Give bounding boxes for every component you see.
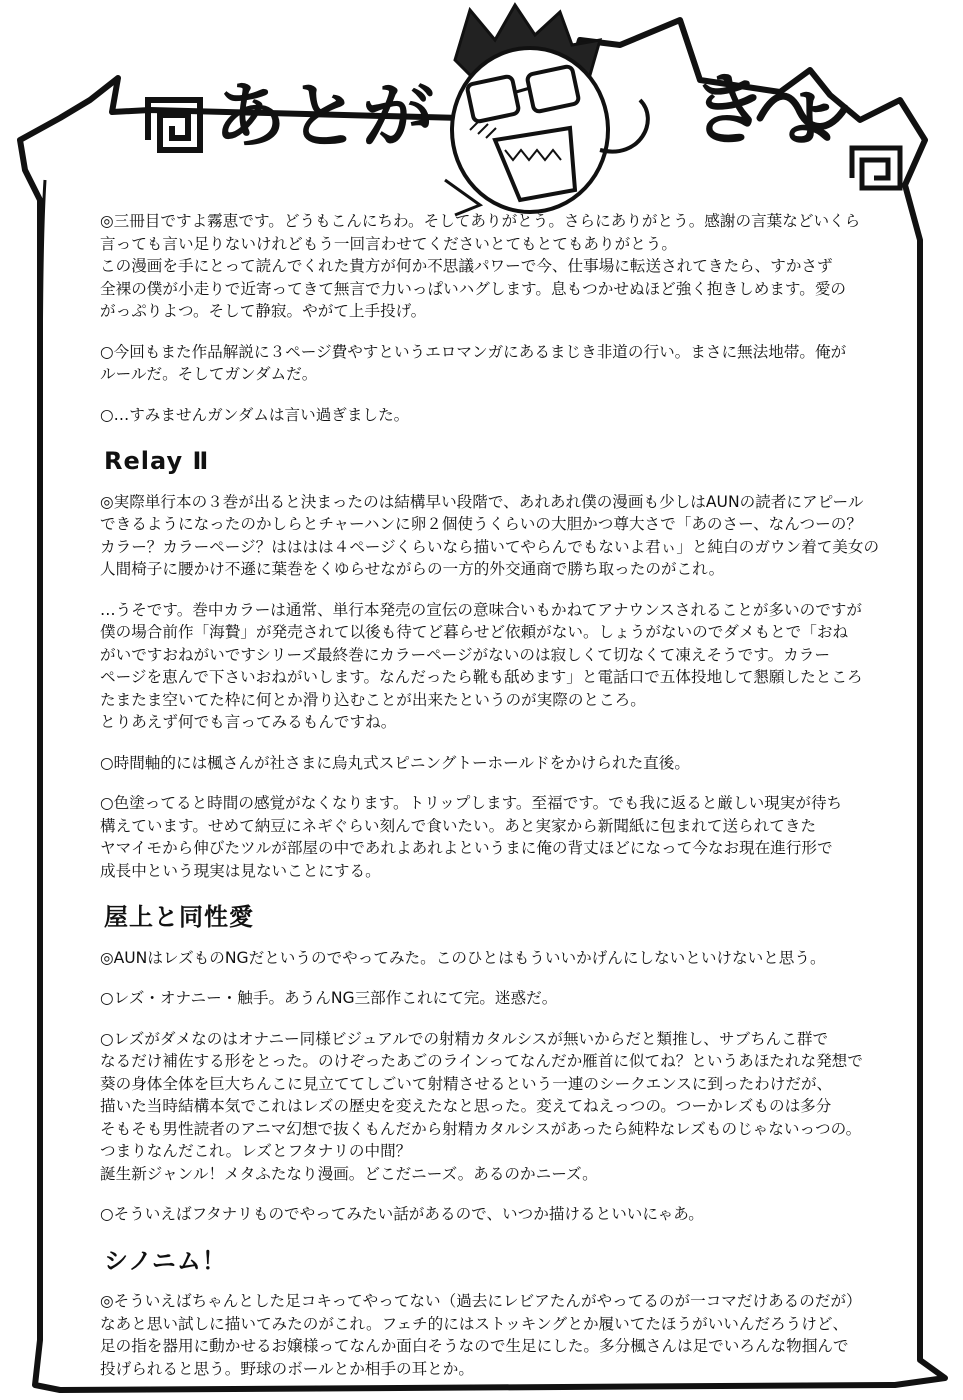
section-paragraph: ◎実際単行本の３巻が出ると決まったのは結構早い段階で、あれあれ僕の漫画も少しはAUNの読者にアピール できるようになったのかしらとチャーハンに卵２個使うくらいの大胆かつ尊大さで「あのさー、なんつーの？ カラー？カラーページ？はははは４ページくらいなら描いてやらんでもないよ君ぃ」と純白のガウン着て美女の 人間椅子に腰かけ不遜に葉巻をくゆらせながらの一方的外交通商で勝ち取ったのがこれ。 [100,492,880,578]
chibi-author-illustration [445,5,648,215]
intro-paragraph: ○…すみませんガンダムは言い過ぎました。 [100,405,410,424]
section-heading-rooftop: 屋上と同性愛 [104,903,254,931]
afterword-title-right: きょ [690,65,851,156]
section-paragraph: ○そういえばフタナリものでやってみたい話があるので、いつか描けるといいにゃあ。 [100,1205,704,1223]
section-paragraph: ◎そういえばちゃんとした足コキってやってない（過去にレビアたんがやってるのが一コマだけあるのだが） なあと思い試しに描いてみたのがこれ。フェチ的にはストッキングとか履いてたほうがいいんだろうけど、 足の指を器用に動かせるお嬢様ってなんか面白そうなので生足にした。多分楓さんは足でいろんな物掴んで 投げられると思う。野球のボールとか相手の耳とか。 [100,1292,862,1378]
spiral-square-right-icon [852,148,900,188]
intro-paragraph: ○今回もまた作品解説に３ページ費やすというエロマンガにあるまじき非道の行い。まさに無法地帯。俺が ルールだ。そしてガンダムだ。 [100,342,847,383]
intro-paragraph: ◎三冊目ですよ霧恵です。どうもこんにちわ。そしてありがとう。さらにありがとう。感謝の言葉などいくら 言っても言い足りないけれどもう一回言わせてくださいとてもとてもありがとう。 この漫画を手にとって読んでくれた貴方が何か不思議パワーで今、仕事場に転送されてきたら、すかさず 全裸の僕が小走りで近寄ってきて無言で力いっぱいハグします。息もつかせぬほど強く抱きしめます。愛の がっぷりよつ。そして静寂。やがて上手投げ。 [100,212,861,320]
section-paragraph: …うそです。巻中カラーは通常、単行本発売の宣伝の意味合いもかねてアナウンスされることが多いのですが 僕の場合前作「海贄」が発売されて以後も待てど暮らせど依頼がない。しょうがないのでダメもとで「おね がいですおねがいですシリーズ最終巻にカラーページがないのは寂しくて切なくて凍えそうです。カラー ページを恵んで下さいおねがいします。なんだったら靴も舐めます」と電話口で五体投地して懇願したところ たまたま空いてた枠に何とか滑り込むことが出来たというのが実際のところ。 とりあえず何でも言ってみるもんですね。 [100,600,863,731]
afterword-title-left: あとが [214,73,437,158]
section-paragraph: ○レズがダメなのはオナニー同様ビジュアルでの射精カタルシスが無いからだと類推し、サブちんこ群で なるだけ補佐する形をとった。のけぞったあごのラインってなんだか雁首に似てね？というあほたれな発想で 葵の身体全体を巨大ちんこに見立ててしごいて射精させるという一連のシークエンスに到ったわけだが、 描いた当時結構本気でこれはレズの歴史を変えたなと思った。変えてねえっつの。つーかレズものは多分 そもそも男性読者のアニマ幻想で抜くもんだから射精カタルシスがあったら純粋なレズものじゃないっつの。 つまりなんだこれ。レズとフタナリの中間？ 誕生新ジャンル！メタふたなり漫画。どこだニーズ。あるのかニーズ。 [100,1029,863,1183]
section-heading-relay: Relay Ⅱ [104,447,210,475]
section-paragraph: ○色塗ってると時間の感覚がなくなります。トリップします。至福です。でも我に返ると厳しい現実が待ち 構えています。せめて納豆にネギぐらい刻んで食いたい。あと実家から新聞紙に包まれて送られてきた ヤマイモから伸びたツルが部屋の中であれよあれよというまに俺の背丈ほどになって今なお現在進行形で 成長中という現実は見ないことにする。 [100,794,843,880]
section-paragraph: ○レズ・オナニー・触手。あうんNG三部作これにて完。迷惑だ。 [100,989,558,1007]
section-paragraph: ○時間軸的には楓さんが社さまに烏丸式スピニングトーホールドをかけられた直後。 [100,753,690,772]
section-heading-synonym: シノニム！ [104,1246,227,1275]
afterword-body [100,210,890,1398]
section-paragraph: ◎AUNはレズものNGだというのでやってみた。このひとはもういいかげんにしないといけないと思う。 [100,948,826,967]
